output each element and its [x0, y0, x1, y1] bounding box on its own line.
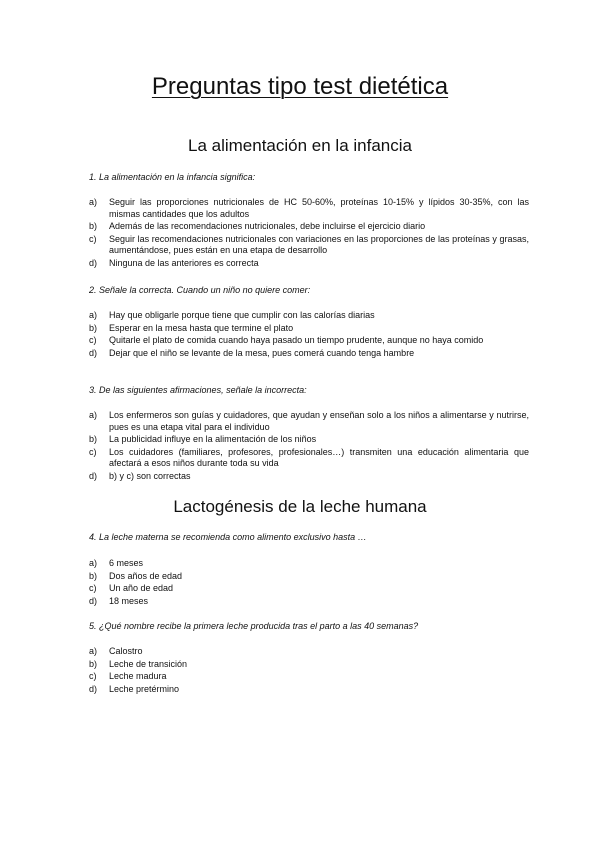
option-text: Calostro: [109, 646, 143, 656]
option-letter: d): [89, 470, 98, 481]
question-3: 3. De las siguientes afirmaciones, señale la incorrecta:: [89, 385, 307, 395]
question-1-options: [89, 197, 529, 270]
option: [89, 258, 529, 270]
option-text: 6 meses: [109, 558, 144, 568]
option-letter: a): [89, 646, 98, 656]
option: [89, 221, 529, 233]
option-text: Esperar en la mesa hasta que termine el plato: [109, 322, 294, 333]
option-text: Hay que obligarle porque tiene que cumplir con las calorías diarias: [109, 310, 375, 320]
question-5-options: [89, 646, 529, 696]
option: [89, 234, 529, 257]
option-text: Un año de edad: [109, 583, 174, 593]
option: [89, 410, 529, 433]
option: [89, 310, 529, 322]
option: [89, 558, 529, 570]
option: [89, 434, 529, 446]
option-letter: d): [89, 347, 98, 358]
option-text: Quitarle el plato de comida cuando haya pasado un tiempo prudente, aunque no haya comido: [109, 335, 484, 345]
option-text: Seguir las recomendaciones nutricionales con variaciones en las proporciones de las proteínas y grasas, aumentándose, pues están en una etapa de desarrollo: [109, 233, 529, 255]
option-text: Ninguna de las anteriores es correcta: [109, 257, 259, 268]
option: [89, 571, 529, 583]
option: [89, 335, 529, 347]
option-letter: a): [89, 197, 98, 207]
option-text: Dos años de edad: [109, 570, 183, 581]
option-letter: b): [89, 570, 98, 581]
option-letter: c): [89, 446, 97, 457]
option-letter: a): [89, 558, 98, 568]
option: [89, 684, 529, 696]
option-letter: c): [89, 335, 97, 345]
option: [89, 646, 529, 658]
option-text: Leche pretérmino: [109, 683, 180, 694]
option-letter: d): [89, 595, 98, 606]
question-4-options: [89, 558, 529, 608]
option: [89, 596, 529, 608]
option-letter: b): [89, 434, 98, 444]
option-letter: b): [89, 658, 98, 669]
question-5: 5. ¿Qué nombre recibe la primera leche producida tras el parto a las 40 semanas?: [89, 621, 419, 631]
option-text: 18 meses: [109, 595, 149, 606]
option-text: Leche de transición: [109, 658, 188, 669]
option-letter: a): [89, 410, 98, 420]
option-text: Dejar que el niño se levante de la mesa, pues comerá cuando tenga hambre: [109, 347, 415, 358]
option: [89, 659, 529, 671]
option-text: Los cuidadores (familiares, profesores, profesionales…) transmiten una educación alimentaria que afectará a esos niños durante toda su vida: [109, 446, 529, 468]
option-letter: c): [89, 583, 97, 593]
option-letter: c): [89, 671, 97, 681]
option-text: Los enfermeros son guías y cuidadores, que ayudan y enseñan solo a los niños a alimentarse y nutrirse, pues es una etapa vital para el individuo: [109, 410, 529, 432]
option-letter: b): [89, 221, 98, 231]
section-heading-lactogenesis: Lactogénesis de la leche humana: [173, 497, 427, 516]
question-2: 2. Señale la correcta. Cuando un niño no quiere comer:: [89, 285, 311, 295]
option-text: b) y c) son correctas: [109, 470, 191, 481]
document-title: Preguntas tipo test dietética: [151, 73, 449, 100]
option: [89, 471, 529, 483]
option-text: Leche madura: [109, 671, 167, 681]
option: [89, 671, 529, 683]
option-text: La publicidad influye en la alimentación de los niños: [109, 434, 317, 444]
option-letter: a): [89, 310, 98, 320]
option: [89, 348, 529, 360]
option: [89, 583, 529, 595]
question-4: 4. La leche materna se recomienda como alimento exclusivo hasta …: [89, 532, 367, 542]
option-text: Seguir las proporciones nutricionales de HC 50-60%, proteínas 10-15% y lípidos 30-35%, con las mismas cantidades que los adultos: [109, 197, 529, 219]
option-letter: b): [89, 322, 98, 333]
option-letter: c): [89, 233, 97, 244]
section-heading-infancia: La alimentación en la infancia: [188, 136, 412, 155]
question-1: 1. La alimentación en la infancia significa:: [89, 172, 256, 182]
option-letter: d): [89, 257, 98, 268]
option: [89, 323, 529, 335]
question-3-options: [89, 410, 529, 483]
option: [89, 197, 529, 220]
option-letter: d): [89, 683, 98, 694]
option-text: Además de las recomendaciones nutricionales, debe incluirse el ejercicio diario: [109, 221, 426, 231]
question-2-options: [89, 310, 529, 360]
option: [89, 447, 529, 470]
